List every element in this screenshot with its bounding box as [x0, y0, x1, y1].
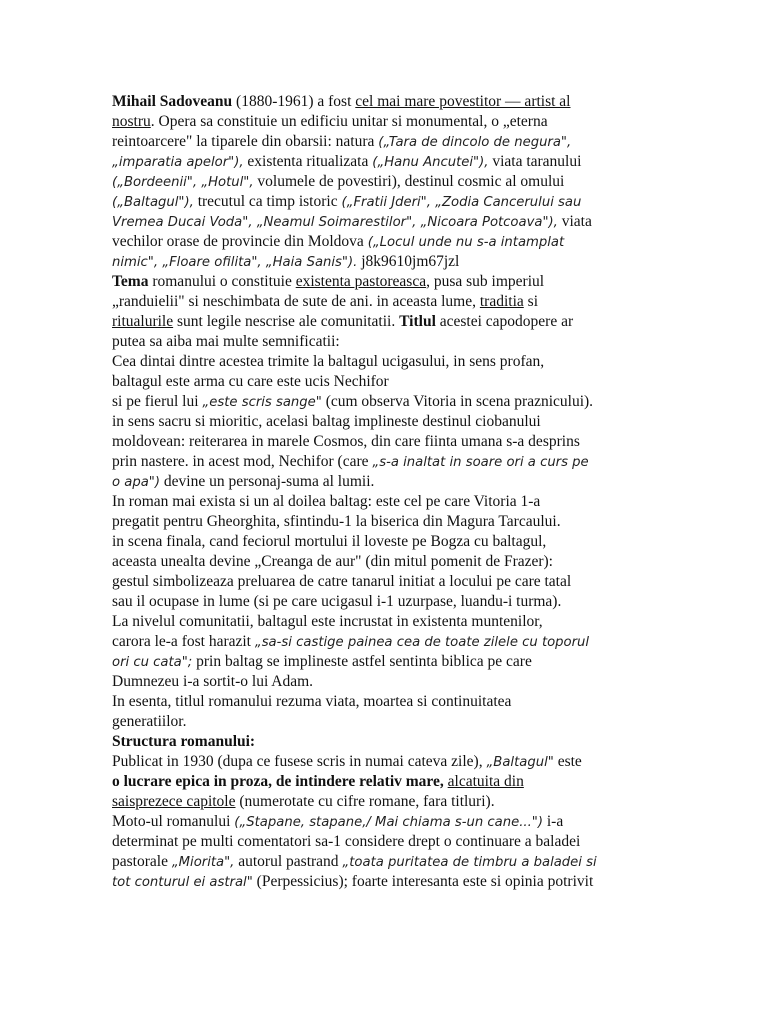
text-line	[112, 712, 660, 732]
text-run: existenta ritualizata	[243, 153, 373, 170]
text-run: „randuielii" si neschimbata de sute de ani. in aceasta lume,	[112, 293, 480, 310]
text-run: determinat pe multi comentatori sa-1 considere drept o continuare a baladei	[112, 833, 581, 850]
bold-text: Tema	[112, 273, 149, 290]
italic-quote: („Hanu Ancutei"),	[372, 155, 489, 170]
italic-quote: Vremea Ducai Voda", „Neamul Soimarestilor", „Nicoara Potcoava"),	[112, 215, 558, 230]
text-run: aceasta unealta devine „Creanga de aur" (din mitul pomenit de Frazer):	[112, 553, 553, 570]
text-run: (Perpessicius); foarte interesanta este si opinia potrivit	[252, 873, 594, 890]
text-run: gestul simbolizeaza preluarea de catre tanarul initiat a locului pe care tatal	[112, 573, 572, 590]
text-line	[112, 772, 660, 792]
text-run: acestei capodopere ar	[435, 313, 574, 330]
text-line	[112, 632, 660, 652]
text-line	[112, 232, 660, 252]
text-line	[112, 512, 660, 532]
text-line	[112, 132, 660, 152]
italic-quote: „imparatia apelor"),	[112, 155, 244, 170]
text-run: putea sa aiba mai multe semnificatii:	[112, 333, 340, 350]
text-line	[112, 612, 660, 632]
document-body-text	[112, 92, 660, 892]
text-line	[112, 212, 660, 232]
text-run: prin baltag se implineste astfel sentinta biblica pe care	[192, 653, 532, 670]
bold-text: Mihail Sadoveanu	[112, 93, 233, 110]
italic-quote: nimic", „Floare ofilita", „Haia Sanis").	[112, 255, 358, 270]
text-line	[112, 732, 660, 752]
text-line	[112, 492, 660, 512]
italic-quote: („Locul unde nu s-a intamplat	[367, 235, 565, 250]
italic-quote: „s-a inaltat in soare ori a curs pe	[372, 455, 589, 470]
text-run: i-a	[542, 813, 564, 830]
text-line	[112, 432, 660, 452]
text-line	[112, 472, 660, 492]
text-run: viata taranului	[488, 153, 582, 170]
text-line	[112, 752, 660, 772]
text-line	[112, 312, 660, 332]
text-line	[112, 452, 660, 472]
text-run: La nivelul comunitatii, baltagul este incrustat in existenta muntenilor,	[112, 613, 543, 630]
text-run: si pe fierul lui	[112, 393, 203, 410]
italic-quote: „este scris sange"	[202, 395, 322, 410]
text-run: moldovean: reiterarea in marele Cosmos, din care fiinta umana s-a desprins	[112, 433, 580, 450]
text-line	[112, 572, 660, 592]
text-line	[112, 832, 660, 852]
text-run: Moto-ul romanului	[112, 813, 235, 830]
underlined-text: alcatuita din	[447, 773, 524, 790]
text-run: In roman mai exista si un al doilea baltag: este cel pe care Vitoria 1-a	[112, 493, 541, 510]
italic-quote: („Bordeenii", „Hotul",	[112, 175, 254, 190]
text-run: vechilor orase de provincie din Moldova	[112, 233, 368, 250]
underlined-text: nostru	[112, 113, 151, 130]
text-line	[112, 792, 660, 812]
text-line	[112, 552, 660, 572]
text-line	[112, 812, 660, 832]
text-line	[112, 652, 660, 672]
underlined-text: cel mai mare povestitor — artist al	[355, 93, 571, 110]
text-run: . Opera sa constituie un edificiu unitar si monumental, o „eterna	[150, 113, 548, 130]
text-run: In esenta, titlul romanului rezuma viata, moartea si continuitatea	[112, 693, 512, 710]
text-run: , pusa sub imperiul	[426, 273, 545, 290]
italic-quote: („Baltagul"),	[112, 195, 194, 210]
text-run: prin nastere. in acest mod, Nechifor (care	[112, 453, 373, 470]
italic-quote: o apa")	[112, 475, 161, 490]
text-run: pregatit pentru Gheorghita, sfintindu-1 la biserica din Magura Tarcaului.	[112, 513, 561, 530]
text-line	[112, 192, 660, 212]
text-line	[112, 352, 660, 372]
text-run: j8k9610jm67jzl	[357, 253, 460, 270]
italic-quote: „sa-si castige painea cea de toate zilele cu toporul	[254, 635, 590, 650]
text-run: (1880-1961) a fost	[232, 93, 356, 110]
text-line	[112, 852, 660, 872]
text-line	[112, 332, 660, 352]
text-run: (numerotate cu cifre romane, fara titluri).	[235, 793, 495, 810]
underlined-text: ritualurile	[112, 313, 174, 330]
text-run: sunt legile nescrise ale comunitatii.	[173, 313, 400, 330]
bold-text: Structura romanului:	[112, 733, 256, 750]
text-line	[112, 252, 660, 272]
text-line	[112, 412, 660, 432]
text-line	[112, 92, 660, 112]
text-run: sau il ocupase in lume (si pe care ucigasul i-1 uzurpase, luandu-i turma).	[112, 593, 562, 610]
text-line	[112, 172, 660, 192]
text-line	[112, 152, 660, 172]
italic-quote: tot conturul ei astral"	[112, 875, 253, 890]
text-run: romanului o constituie	[148, 273, 296, 290]
text-run: Dumnezeu i-a sortit-o lui Adam.	[112, 673, 314, 690]
italic-quote: („Tara de dincolo de negura",	[378, 135, 572, 150]
text-line	[112, 532, 660, 552]
italic-quote: ori cu cata";	[112, 655, 193, 670]
text-run: carora le-a fost harazit	[112, 633, 255, 650]
italic-quote: „toata puritatea de timbru a baladei si	[342, 855, 597, 870]
text-run: (cum observa Vitoria in scena praznicului).	[321, 393, 594, 410]
text-run: este	[553, 753, 582, 770]
text-run: in scena finala, cand feciorul mortului il loveste pe Bogza cu baltagul,	[112, 533, 547, 550]
text-line	[112, 872, 660, 892]
text-run: Publicat in 1930 (dupa ce fusese scris in numai cateva zile),	[112, 753, 487, 770]
italic-quote: („Stapane, stapane,/ Mai chiama s-un cane...")	[234, 815, 543, 830]
italic-quote: „Miorita",	[171, 855, 235, 870]
underlined-text: traditia	[479, 293, 524, 310]
text-run: autorul pastrand	[234, 853, 343, 870]
text-run: volumele de povestiri), destinul cosmic al omului	[253, 173, 565, 190]
text-line	[112, 272, 660, 292]
text-run: trecutul ca timp istoric	[193, 193, 342, 210]
text-run: in sens sacru si mioritic, acelasi baltag implineste destinul ciobanului	[112, 413, 541, 430]
text-line	[112, 292, 660, 312]
text-run: devine un personaj-suma al lumii.	[160, 473, 375, 490]
text-run: reintoarcere" la tiparele din obarsii: natura	[112, 133, 379, 150]
text-line	[112, 672, 660, 692]
text-line	[112, 112, 660, 132]
underlined-text: existenta pastoreasca	[295, 273, 427, 290]
text-run: Cea dintai dintre acestea trimite la baltagul ucigasului, in sens profan,	[112, 353, 545, 370]
text-line	[112, 692, 660, 712]
text-run: pastorale	[112, 853, 172, 870]
text-line	[112, 372, 660, 392]
bold-text: Titlul	[399, 313, 436, 330]
text-line	[112, 592, 660, 612]
italic-quote: „Baltagul"	[486, 755, 554, 770]
underlined-text: saisprezece capitole	[112, 793, 236, 810]
text-run: baltagul este arma cu care este ucis Nechifor	[112, 373, 389, 390]
bold-text: o lucrare epica in proza, de intindere relativ mare,	[112, 773, 444, 790]
text-run: viata	[557, 213, 592, 230]
text-line	[112, 392, 660, 412]
text-run: generatiilor.	[112, 713, 187, 730]
italic-quote: („Fratii Jderi", „Zodia Cancerului sau	[341, 195, 582, 210]
text-run: si	[523, 293, 538, 310]
